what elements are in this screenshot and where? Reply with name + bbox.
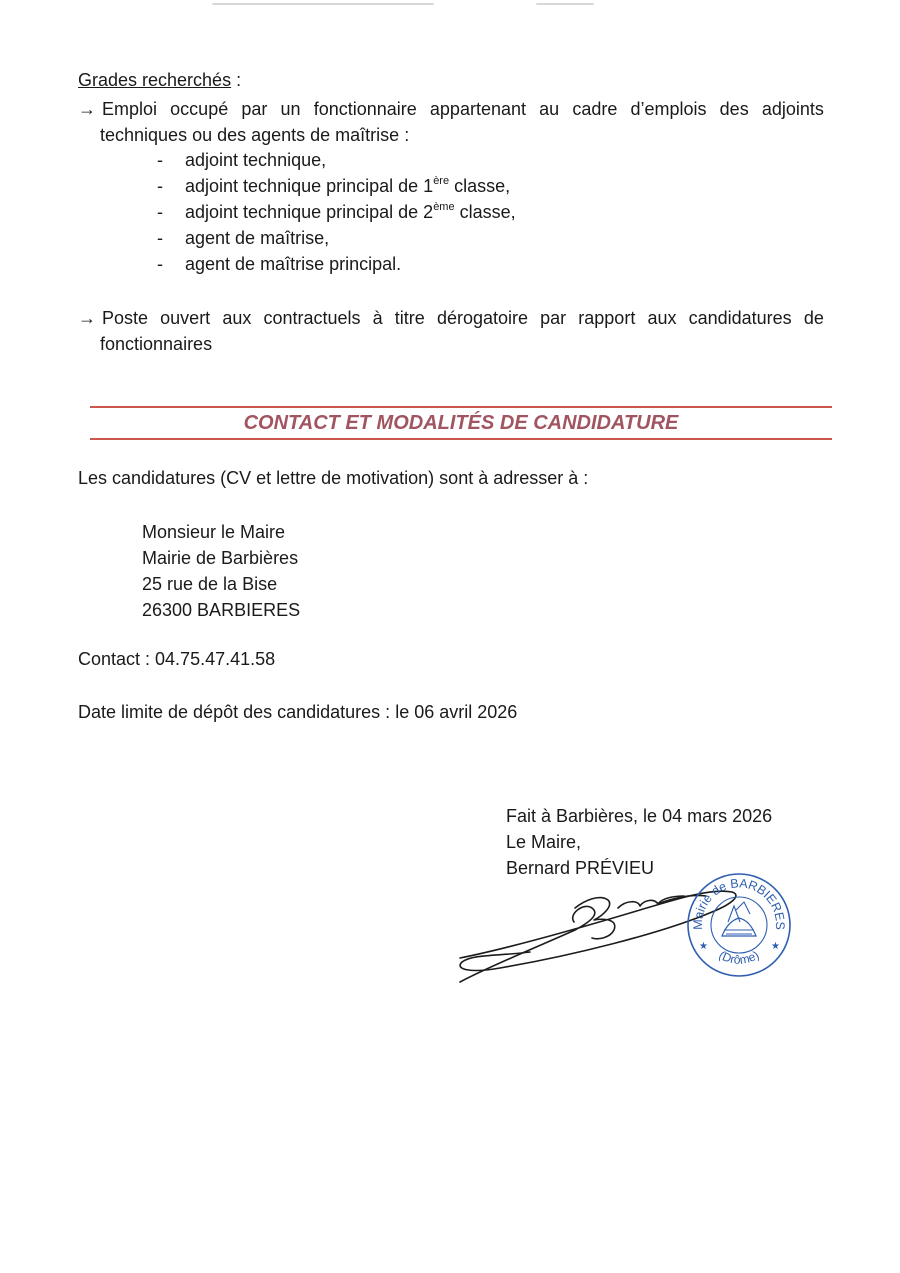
word: cadre <box>572 99 618 119</box>
word: → Emploi <box>78 96 157 122</box>
list-item <box>157 199 516 225</box>
section-rule-top <box>90 406 832 408</box>
paragraph-first-line <box>78 305 824 331</box>
word: de <box>803 308 824 328</box>
list-item <box>157 251 516 277</box>
stamp-star-left: ★ <box>699 941 708 952</box>
ordinal-suffix: ère <box>433 175 450 187</box>
word: par <box>540 308 567 328</box>
grades-list <box>157 147 516 277</box>
section-rule-bottom <box>90 438 832 440</box>
word: titre <box>394 308 425 328</box>
list-item-text-after: classe, <box>449 176 511 196</box>
word: à <box>372 308 383 328</box>
contact-phone: Contact : 04.75.47.41.58 <box>78 649 276 669</box>
grades-item-contractuels <box>78 305 824 357</box>
list-item-text: adjoint technique principal de 2 <box>185 202 434 222</box>
stamp-text-top: Mairie de BARBIERES <box>690 876 788 931</box>
section-title: CONTACT ET MODALITÉS DE CANDIDATURE <box>243 412 679 434</box>
address-line: Mairie de Barbières <box>142 548 299 568</box>
ordinal-suffix: ème <box>433 201 455 213</box>
bullet-dash: - <box>157 176 163 196</box>
address-block <box>142 519 300 623</box>
bullet-dash: - <box>157 228 163 248</box>
list-item-text-after: classe, <box>454 202 516 222</box>
word: au <box>539 99 560 119</box>
address-line: Monsieur le Maire <box>142 522 286 542</box>
word: adjoints <box>761 99 824 119</box>
paragraph-continuation: fonctionnaires <box>100 334 213 354</box>
word: occupé <box>170 99 229 119</box>
word: aux <box>647 308 677 328</box>
scan-artifact-right <box>536 3 594 5</box>
address-line: 26300 BARBIERES <box>142 600 301 620</box>
word: un <box>280 99 301 119</box>
bullet-dash: - <box>157 202 163 222</box>
word: rapport <box>578 308 636 328</box>
word: → Poste <box>78 305 148 331</box>
list-item-text: adjoint technique, <box>185 150 327 170</box>
place-date: Fait à Barbières, le 04 mars 2026 <box>506 806 773 826</box>
word: par <box>241 99 268 119</box>
arrow-icon: → <box>78 308 96 328</box>
grades-item-fonctionnaire <box>78 96 824 148</box>
bullet-dash: - <box>157 150 163 170</box>
signatory-name: Bernard PRÉVIEU <box>506 858 655 878</box>
word: aux <box>222 308 252 328</box>
stamp-star-right: ★ <box>771 941 780 952</box>
word: appartenant <box>429 99 526 119</box>
word: dérogatoire <box>436 308 529 328</box>
town-hall-stamp <box>684 870 794 980</box>
word: ouvert <box>160 308 211 328</box>
paragraph-continuation: techniques ou des agents de maîtrise : <box>100 125 410 145</box>
scan-artifact-left <box>212 3 434 5</box>
grades-heading: Grades recherchés : <box>78 70 242 90</box>
application-intro: Les candidatures (CV et lettre de motivation) sont à adresser à : <box>78 468 589 488</box>
deadline: Date limite de dépôt des candidatures : le 06 avril 2026 <box>78 702 518 722</box>
list-item-text: adjoint technique principal de 1 <box>185 176 434 196</box>
list-item-text: agent de maîtrise, <box>185 228 330 248</box>
list-item-text: agent de maîtrise principal. <box>185 254 402 274</box>
paragraph-first-line <box>78 96 824 122</box>
list-item <box>157 173 516 199</box>
word: des <box>719 99 749 119</box>
word: fonctionnaire <box>313 99 417 119</box>
address-line: 25 rue de la Bise <box>142 574 278 594</box>
word: candidatures <box>688 308 792 328</box>
list-item <box>157 147 516 173</box>
signatory-role: Le Maire, <box>506 832 582 852</box>
stamp-text-bottom: (Drôme) <box>716 947 762 967</box>
bullet-dash: - <box>157 254 163 274</box>
list-item <box>157 225 516 251</box>
word: contractuels <box>263 308 361 328</box>
word: d’emplois <box>630 99 707 119</box>
arrow-icon: → <box>78 99 96 119</box>
